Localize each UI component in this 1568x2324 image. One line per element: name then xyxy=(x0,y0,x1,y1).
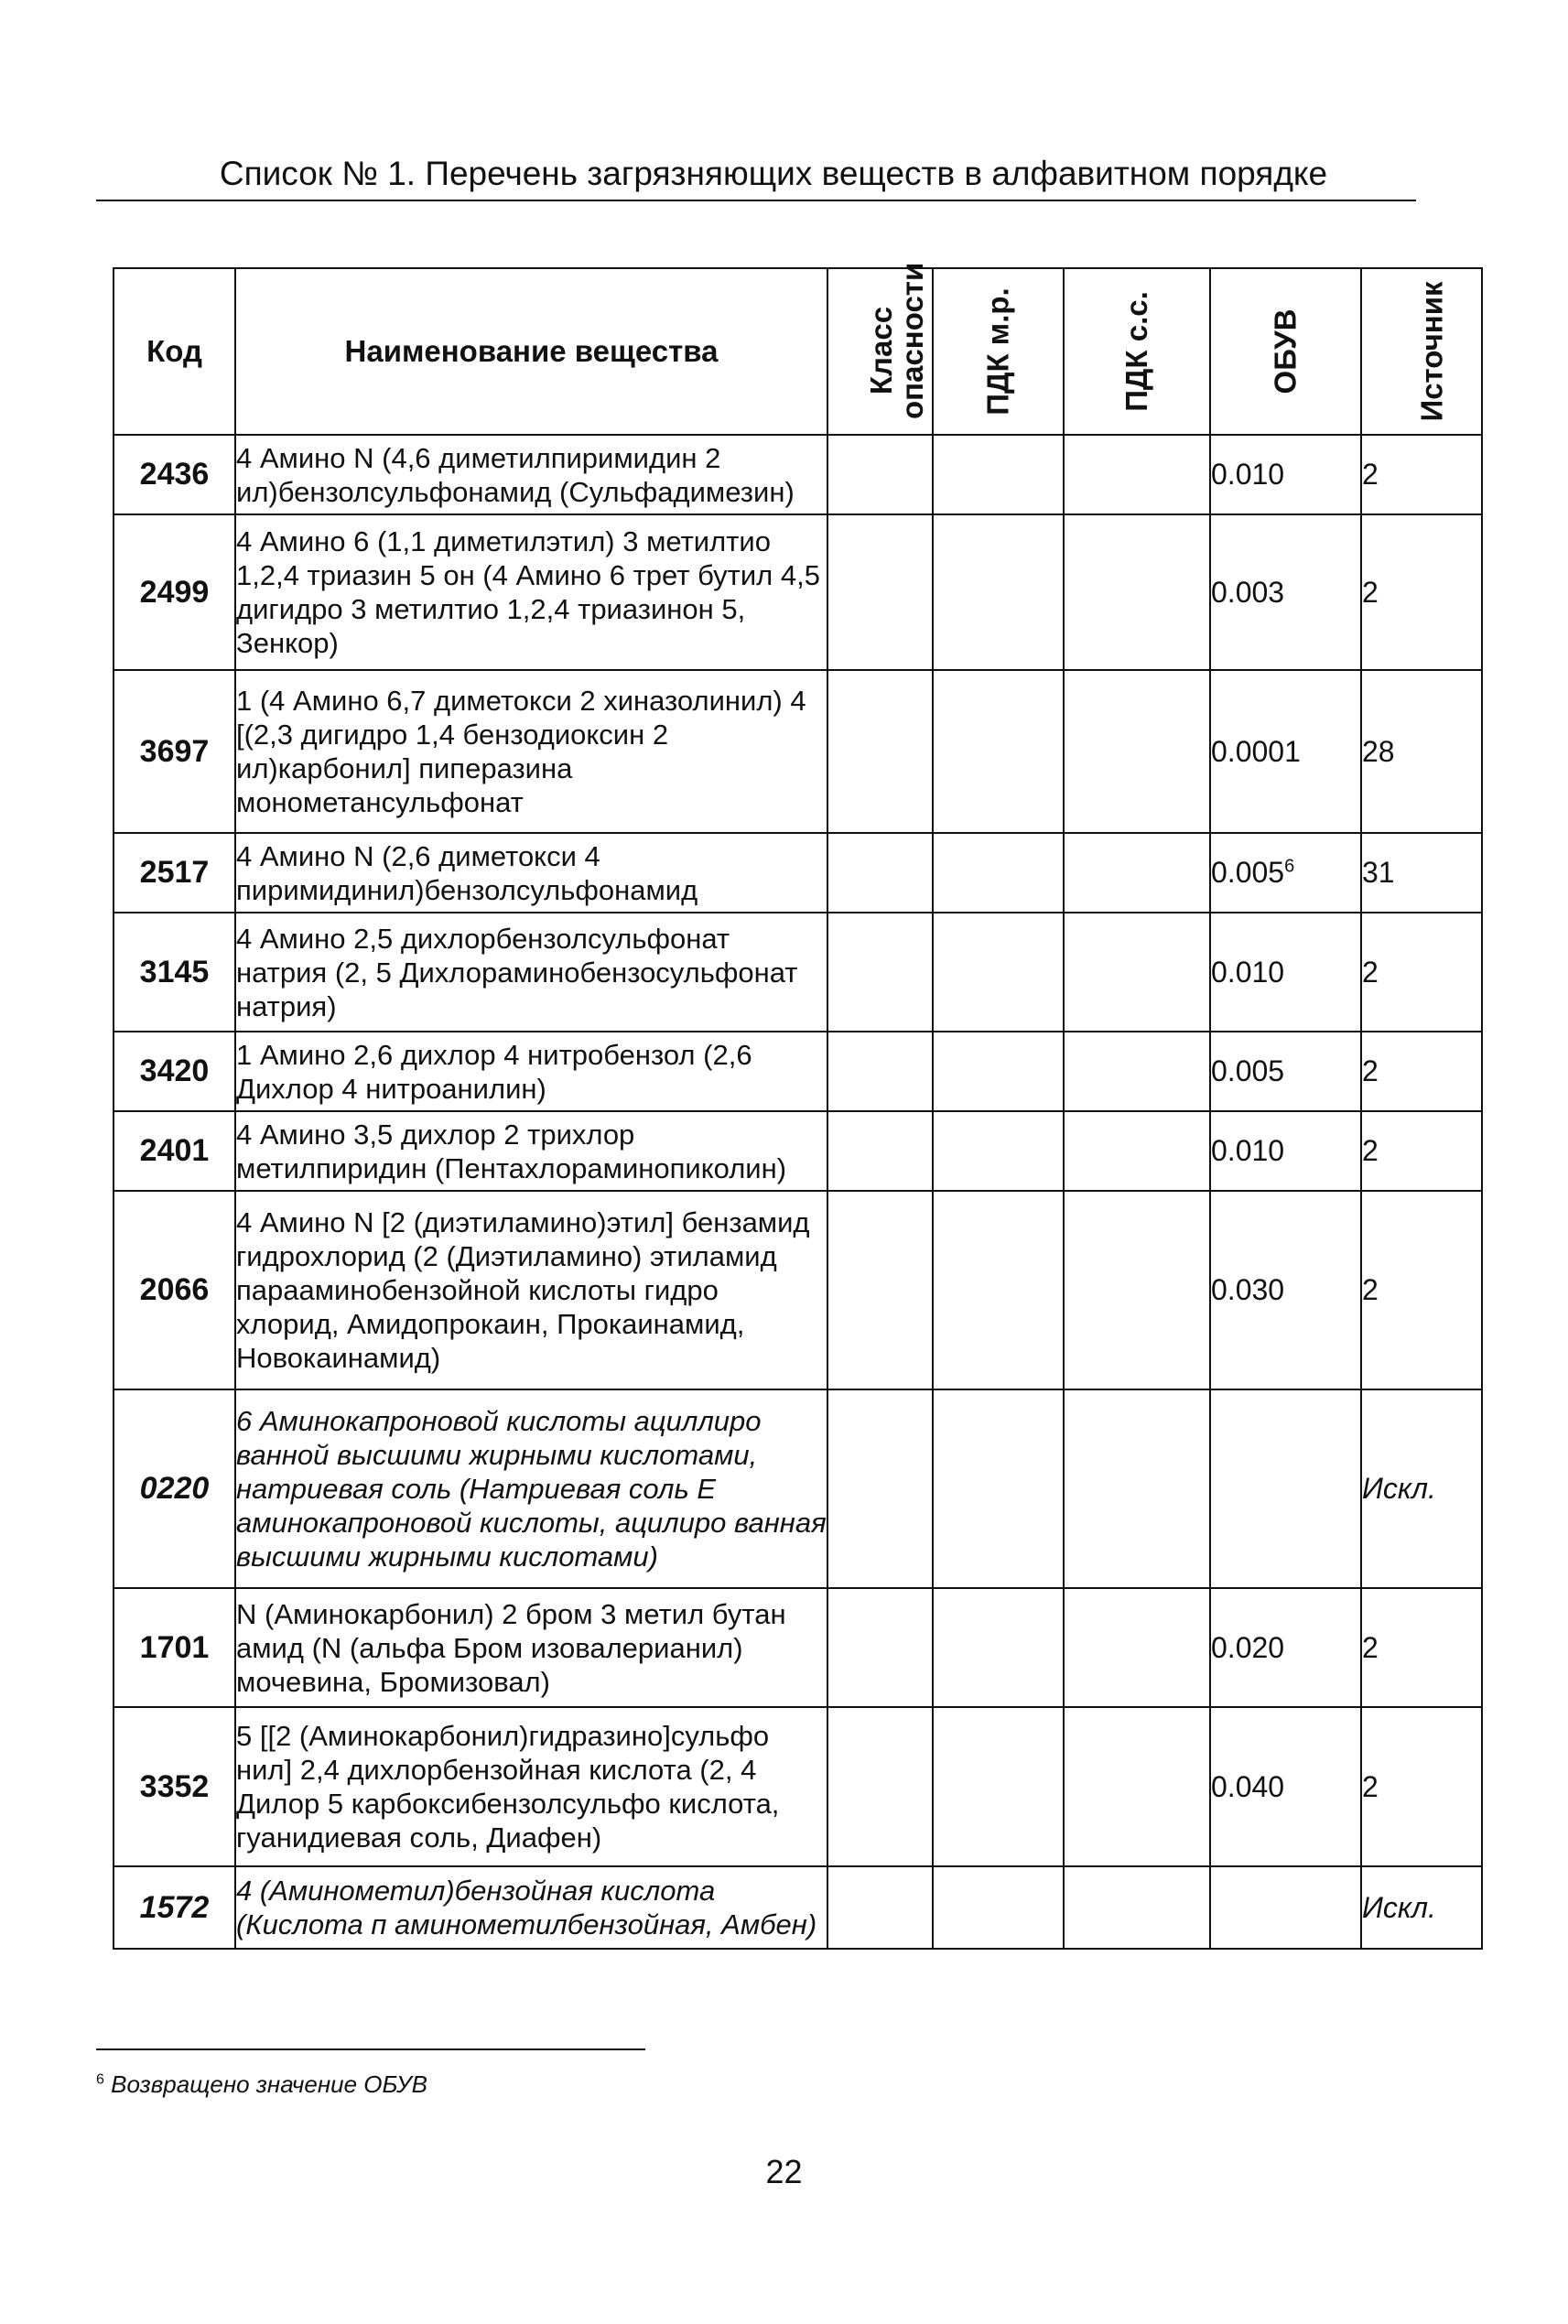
col-header-source-label: Источник xyxy=(1414,281,1449,422)
cell-code: 2517 xyxy=(114,833,235,913)
cell-pdk-mr xyxy=(933,833,1064,913)
cell-obuv: 0.010 xyxy=(1210,435,1361,514)
cell-pdk-mr xyxy=(933,1588,1064,1707)
cell-hazard-class xyxy=(827,670,933,833)
cell-source: 2 xyxy=(1361,514,1482,670)
cell-pdk-mr xyxy=(933,1707,1064,1866)
cell-obuv: 0.0001 xyxy=(1210,670,1361,833)
cell-code: 1701 xyxy=(114,1588,235,1707)
cell-obuv xyxy=(1210,1389,1361,1588)
table-row xyxy=(114,1707,1482,1866)
cell-code: 2401 xyxy=(114,1111,235,1191)
cell-hazard-class xyxy=(827,435,933,514)
cell-source: 31 xyxy=(1361,833,1482,913)
cell-source: Искл. xyxy=(1361,1866,1482,1949)
cell-source: 2 xyxy=(1361,1707,1482,1866)
cell-hazard-class xyxy=(827,913,933,1032)
cell-pdk-mr xyxy=(933,670,1064,833)
footnote-rule xyxy=(96,2048,645,2050)
obuv-value: 0.005 xyxy=(1211,856,1285,889)
cell-name: 4 Амино 3,5 дихлор 2 трихлор метилпиридин (Пентахлораминопиколин) xyxy=(235,1111,827,1191)
col-header-obuv xyxy=(1210,268,1361,435)
cell-obuv: 0.010 xyxy=(1210,1111,1361,1191)
col-header-obuv-label: ОБУВ xyxy=(1268,308,1303,395)
col-header-pdk-mr xyxy=(933,268,1064,435)
cell-source: 2 xyxy=(1361,1191,1482,1389)
cell-pdk-mr xyxy=(933,514,1064,670)
cell-pdk-ss xyxy=(1064,1707,1210,1866)
cell-source: Искл. xyxy=(1361,1389,1482,1588)
cell-code: 0220 xyxy=(114,1389,235,1588)
cell-obuv: 0.005 xyxy=(1210,1032,1361,1111)
table-header-row xyxy=(114,268,1482,435)
cell-hazard-class xyxy=(827,1866,933,1949)
table-row xyxy=(114,1389,1482,1588)
cell-pdk-ss xyxy=(1064,833,1210,913)
col-header-hazard-class xyxy=(827,262,933,435)
cell-name: 4 Амино 6 (1,1 диметилэтил) 3 метилтио 1,2,4 триазин 5 он (4 Амино 6 трет бутил 4,5 дигидро 3 метилтио 1,2,4 триазинон 5, Зенкор) xyxy=(235,514,827,670)
cell-name: 6 Аминокапроновой кислоты ациллиро ванной высшими жирными кислотами, натриевая соль (Натриевая соль Е аминокапроновой кислоты, ацилиро ванная высшими жирными кислотами) xyxy=(235,1389,827,1588)
substances-table xyxy=(113,262,1483,1950)
table-row xyxy=(114,1032,1482,1111)
col-header-name: Наименование вещества xyxy=(235,268,827,435)
cell-pdk-ss xyxy=(1064,913,1210,1032)
cell-source: 28 xyxy=(1361,670,1482,833)
cell-name: 1 Амино 2,6 дихлор 4 нитробензол (2,6 Дихлор 4 нитроанилин) xyxy=(235,1032,827,1111)
table-row xyxy=(114,1866,1482,1949)
col-header-pdk-ss-label: ПДК с.с. xyxy=(1119,291,1153,412)
cell-hazard-class xyxy=(827,1588,933,1707)
cell-pdk-ss xyxy=(1064,1588,1210,1707)
cell-source: 2 xyxy=(1361,913,1482,1032)
table-row xyxy=(114,1111,1482,1191)
cell-name: 4 Амино N (2,6 диметокси 4 пиримидинил)бензолсульфонамид xyxy=(235,833,827,913)
cell-obuv: 0.030 xyxy=(1210,1191,1361,1389)
cell-pdk-ss xyxy=(1064,1389,1210,1588)
cell-hazard-class xyxy=(827,1111,933,1191)
cell-pdk-mr xyxy=(933,1389,1064,1588)
cell-code: 3145 xyxy=(114,913,235,1032)
cell-name: 4 Амино N [2 (диэтиламино)этил] бензамид гидрохлорид (2 (Диэтиламино) этиламид парааминобензойной кислоты гидро хлорид, Амидопрокаин, Прокаинамид, Новокаинамид) xyxy=(235,1191,827,1389)
cell-pdk-mr xyxy=(933,1032,1064,1111)
col-header-pdk-ss xyxy=(1064,268,1210,435)
cell-pdk-ss xyxy=(1064,1191,1210,1389)
cell-pdk-mr xyxy=(933,913,1064,1032)
cell-pdk-mr xyxy=(933,1191,1064,1389)
col-header-source xyxy=(1361,268,1482,435)
cell-pdk-ss xyxy=(1064,670,1210,833)
cell-pdk-ss xyxy=(1064,1032,1210,1111)
cell-code: 2066 xyxy=(114,1191,235,1389)
cell-hazard-class xyxy=(827,1032,933,1111)
col-header-code: Код xyxy=(114,268,235,435)
table-row xyxy=(114,435,1482,514)
page-number: 22 xyxy=(765,2153,803,2190)
cell-source: 2 xyxy=(1361,1032,1482,1111)
cell-obuv xyxy=(1210,833,1361,913)
cell-source: 2 xyxy=(1361,1111,1482,1191)
cell-pdk-ss xyxy=(1064,514,1210,670)
cell-pdk-ss xyxy=(1064,435,1210,514)
cell-obuv: 0.020 xyxy=(1210,1588,1361,1707)
table-row xyxy=(114,514,1482,670)
cell-source: 2 xyxy=(1361,435,1482,514)
cell-obuv: 0.003 xyxy=(1210,514,1361,670)
cell-name: 1 (4 Амино 6,7 диметокси 2 хиназолинил) 4 [(2,3 дигидро 1,4 бензодиоксин 2 ил)карбонил] пиперазина монометансульфонат xyxy=(235,670,827,833)
col-header-hazard-class-label: Класс опасности xyxy=(864,262,929,419)
cell-hazard-class xyxy=(827,1707,933,1866)
cell-obuv xyxy=(1210,1866,1361,1949)
cell-hazard-class xyxy=(827,1191,933,1389)
table-row xyxy=(114,913,1482,1032)
title-underline xyxy=(96,200,1416,201)
cell-pdk-ss xyxy=(1064,1111,1210,1191)
cell-hazard-class xyxy=(827,514,933,670)
cell-pdk-mr xyxy=(933,1111,1064,1191)
cell-pdk-ss xyxy=(1064,1866,1210,1949)
cell-source: 2 xyxy=(1361,1588,1482,1707)
cell-code: 2436 xyxy=(114,435,235,514)
cell-pdk-mr xyxy=(933,1866,1064,1949)
cell-name: 4 Амино N (4,6 диметилпиримидин 2 ил)бензолсульфонамид (Сульфадимезин) xyxy=(235,435,827,514)
cell-name: N (Аминокарбонил) 2 бром 3 метил бутан амид (N (альфа Бром изовалерианил) мочевина, Бромизовал) xyxy=(235,1588,827,1707)
footnote-mark: 6 xyxy=(96,2071,104,2088)
page-title: Список № 1. Перечень загрязняющих веществ в алфавитном порядке xyxy=(219,155,1328,192)
table-row xyxy=(114,670,1482,833)
cell-name: 4 Амино 2,5 дихлорбензолсульфонат натрия (2, 5 Дихлораминобензосульфонат натрия) xyxy=(235,913,827,1032)
cell-hazard-class xyxy=(827,1389,933,1588)
cell-obuv: 0.010 xyxy=(1210,913,1361,1032)
footnote-text: Возвращено значение ОБУВ xyxy=(111,2070,427,2098)
cell-obuv: 0.040 xyxy=(1210,1707,1361,1866)
cell-hazard-class xyxy=(827,833,933,913)
table-row xyxy=(114,833,1482,913)
footnote xyxy=(96,2070,427,2099)
table-row xyxy=(114,1191,1482,1389)
table-row xyxy=(114,1588,1482,1707)
footnote-ref: 6 xyxy=(1284,856,1295,877)
cell-name: 5 [[2 (Аминокарбонил)гидразино]сульфо нил] 2,4 дихлорбензойная кислота (2, 4 Дилор 5 карбоксибензолсульфо кислота, гуанидиевая соль, Диафен) xyxy=(235,1707,827,1866)
cell-code: 2499 xyxy=(114,514,235,670)
cell-name: 4 (Аминометил)бензойная кислота (Кислота п аминометилбензойная, Амбен) xyxy=(235,1866,827,1949)
cell-code: 3420 xyxy=(114,1032,235,1111)
cell-code: 3352 xyxy=(114,1707,235,1866)
cell-pdk-mr xyxy=(933,435,1064,514)
cell-code: 1572 xyxy=(114,1866,235,1949)
cell-code: 3697 xyxy=(114,670,235,833)
col-header-pdk-mr-label: ПДК м.р. xyxy=(980,287,1015,416)
